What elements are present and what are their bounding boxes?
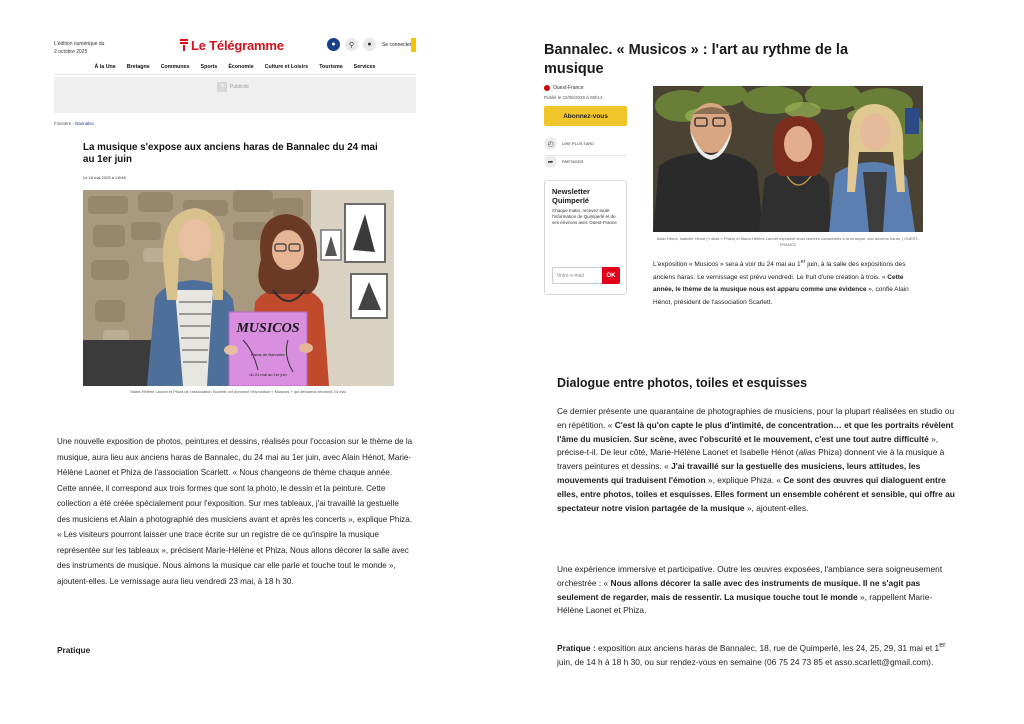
newsletter-title: Newsletter Quimperlé bbox=[552, 187, 590, 205]
newsletter-box bbox=[544, 180, 627, 295]
nav-item-tourisme[interactable]: Tourisme bbox=[319, 64, 343, 70]
lead-text-3: », confie Alain Hénot, président de l'association Scarlett. bbox=[653, 286, 909, 306]
ouest-france-dot-icon bbox=[544, 85, 550, 91]
breadcrumb-separator: › bbox=[72, 121, 75, 126]
breadcrumb-bannalec[interactable]: Bannalec bbox=[75, 121, 95, 126]
nav-item-bretagne[interactable]: Bretagne bbox=[126, 64, 150, 70]
breadcrumb-finistere[interactable]: Finistère bbox=[54, 121, 72, 126]
logo-text: Le Télégramme bbox=[191, 38, 284, 53]
article-date: Le 18 mai 2025 à 11h45 bbox=[83, 175, 126, 180]
p3-b: juin, de 14 h à 18 h 30, ou sur rendez-vous en semaine (06 75 24 73 85 et asso.scarlett@gmail.com). bbox=[557, 656, 934, 667]
p2-quote: Nous allons décorer la salle avec des instruments de musique. Il ne s'agit pas seulement de regarder, mais de ressentir. La musique touche tout le monde bbox=[557, 577, 921, 602]
p1-quote-3: Ce sont des œuvres qui dialoguent entre elles, entre photos, toiles et esquisses. Elles forment un ensemble cohérent et sensible, qui offre au spectateur notre vision partagée de la musique bbox=[557, 474, 955, 513]
subscribe-button[interactable]: Abonnez-vous bbox=[544, 106, 627, 126]
p1-b: », précise-t-il. De leur côté, Marie-Hélène Laonet et Isabelle Hénot ( bbox=[557, 433, 939, 458]
share-icon: ➦ bbox=[544, 155, 557, 168]
main-nav bbox=[54, 64, 416, 70]
p3-a: exposition aux anciens haras de Bannalec, 18, rue de Quimperlé, les 24, 25, 29, 31 mai et 1 bbox=[595, 642, 940, 653]
p1-e: », ajoutent-elles. bbox=[744, 502, 809, 513]
p1-quote-2: J'ai travaillé sur la gestuelle des musiciens, leurs attitudes, les mouvements qui traduisent l'émotion bbox=[557, 461, 921, 485]
location-icon[interactable]: ● bbox=[327, 38, 340, 51]
newsletter-email-input[interactable]: Votre e-mail bbox=[552, 267, 602, 284]
photo-caption: Marie-Hélène Laonet et Phiza de l'association Scarlett ont annoncé l'exposition « Musicos » qui débutera vendredi 23 mai. bbox=[130, 389, 347, 394]
p1-d: », explique Phiza. « bbox=[705, 474, 784, 485]
nav-item-services[interactable]: Services bbox=[353, 64, 376, 70]
logo-mark-icon bbox=[180, 39, 188, 51]
share-button[interactable] bbox=[544, 155, 583, 168]
lead-sup: er bbox=[800, 259, 806, 265]
nav-item-culture[interactable]: Culture et Loisirs bbox=[264, 64, 309, 70]
p2-b: », rappellent Marie-Hélène Laonet et Phiza. bbox=[557, 591, 933, 616]
poster-line-1: Haras de Bannalec bbox=[250, 352, 286, 357]
p1-quote-1: C'est là qu'on capte le plus d'intimité, de concentration… et que les portraits révèlent l'âme du musicien. Sur scène, avec l'obscurité et le mouvement, c'est une tout autre difficulté bbox=[557, 419, 954, 444]
photo-three-people bbox=[653, 86, 923, 232]
source-name[interactable]: Ouest-France bbox=[553, 85, 584, 91]
header-actions bbox=[327, 38, 411, 51]
source-line bbox=[544, 85, 584, 91]
nav-item-sports[interactable]: Sports bbox=[200, 64, 218, 70]
p3-sup: er bbox=[939, 642, 946, 649]
paragraph-1 bbox=[557, 405, 957, 515]
edition-line-1: L'édition numérique du bbox=[54, 41, 105, 47]
clock-icon: ◴ bbox=[544, 137, 557, 150]
lead-text-2: juin, à la salle des expositions des anciens haras. Le vernissage est prévu vendredi. Le fruit d'une création à trois. « bbox=[653, 261, 906, 281]
ouest-france-page bbox=[530, 0, 1024, 724]
nav-item-communes[interactable]: Communes bbox=[160, 64, 190, 70]
read-later-label: LIRE PLUS TARD bbox=[562, 141, 595, 146]
p2-a: Une expérience immersive et participative. Outre les œuvres exposées, l'ambiance sera soigneusement orchestrée : « bbox=[557, 564, 943, 588]
nav-item-economie[interactable]: Économie bbox=[228, 64, 254, 70]
publish-date: Publié le 22/05/2025 à 05h14 bbox=[544, 95, 603, 100]
poster-line-2: du 24 mai au 1er juin bbox=[249, 372, 287, 377]
publicite-icon: ? bbox=[217, 82, 227, 92]
article-title-of: Bannalec. « Musicos » : l'art au rythme de la musique bbox=[544, 42, 849, 77]
p1-c: Phiza) donnent vie à la musique à travers peintures et dessins. « bbox=[557, 447, 945, 472]
newsletter-ok-button[interactable]: OK bbox=[602, 267, 620, 284]
p3-label: Pratique : bbox=[557, 642, 596, 653]
p1-alias: alias bbox=[798, 447, 816, 458]
lead-text-1: L'exposition « Musicos » sera à voir du 24 mai au 1 bbox=[653, 261, 801, 269]
edition-note bbox=[54, 40, 104, 56]
article-photo bbox=[83, 190, 394, 386]
lead-quote: Cette année, le thème de la musique nous est apparu comme une évidence bbox=[653, 273, 904, 294]
article-photo-of bbox=[653, 86, 923, 232]
section-heading: Dialogue entre photos, toiles et esquisses bbox=[557, 376, 808, 390]
telegramme-logo[interactable] bbox=[180, 38, 284, 53]
newsletter-form bbox=[552, 267, 620, 284]
share-label: PARTAGER bbox=[562, 159, 584, 164]
nav-divider bbox=[54, 74, 416, 75]
edition-line-2[interactable]: 2 octobre 2025 bbox=[54, 49, 88, 55]
pratique-heading: Pratique bbox=[57, 645, 91, 655]
p1-a: Ce dernier présente une quarantaine de photographies de musiciens, pour la plupart réalisées en studio ou en répétition. « bbox=[557, 406, 955, 430]
photo-caption-of: Alain Hénot, Isabelle Hénot (« alias » Phiza) et Marie-Hélène Laonet exposent leurs œuvres consacrées à la musique, aux anciens haras. | OUEST-FRANCE bbox=[656, 236, 920, 247]
connect-link[interactable]: Se connecter bbox=[382, 41, 412, 48]
breadcrumb bbox=[54, 121, 94, 126]
paragraph-2 bbox=[557, 563, 957, 618]
nav-item-une[interactable]: À la Une bbox=[94, 64, 116, 70]
newsletter-text: Chaque matin, recevez toute l'information de Quimperlé et de ses environs avec Ouest-France bbox=[552, 208, 617, 225]
telegramme-page bbox=[0, 0, 470, 724]
read-later-button[interactable] bbox=[544, 137, 594, 150]
ad-banner[interactable] bbox=[54, 77, 416, 113]
poster-title: MUSICOS bbox=[236, 321, 300, 336]
search-icon[interactable]: ⚲ bbox=[345, 38, 358, 51]
lead-paragraph bbox=[653, 256, 925, 309]
article-body: Une nouvelle exposition de photos, peintures et dessins, réalisés pour l'occasion sur le thème de la musique, aura lieu aux anciens haras de Bannalec, du 24 mai au 1er juin, avec Alain Hénot, Marie-Hélène Laonet et Phiza de l'association Scarlett. « Nous changeons de thème chaque année. Cette année, il correspond aux trois formes que sont la photo, le dessin et la peinture. Cette collection a été créée spécialement pour l'exposition. Sur mes tableaux, j'ai travaillé la gestuelle des musiciens et Alain a photographié des musiciens avant et après les concerts », explique Phiza. « Les visiteurs pourront laisser une trace écrite sur un registre de ce qu'inspire la musique représentée sur les tableaux », précisent Marie-Hélène et Phiza. Nous allons décorer la salle avec des instruments de musique. Nous aimons la musique car elle parle et touche tout le monde », ajoutent-elles. Le vernissage aura lieu vendredi 23 mai, à 18 h 30. bbox=[57, 437, 413, 586]
ad-label bbox=[217, 82, 249, 92]
photo-two-women bbox=[83, 190, 394, 386]
ad-text: Publicité bbox=[230, 84, 249, 90]
subscribe-tab[interactable] bbox=[411, 38, 416, 52]
article-title: La musique s'expose aux anciens haras de Bannalec du 24 mai au 1er juin bbox=[83, 142, 378, 165]
paragraph-3 bbox=[557, 639, 957, 669]
user-icon[interactable]: ● bbox=[363, 38, 376, 51]
